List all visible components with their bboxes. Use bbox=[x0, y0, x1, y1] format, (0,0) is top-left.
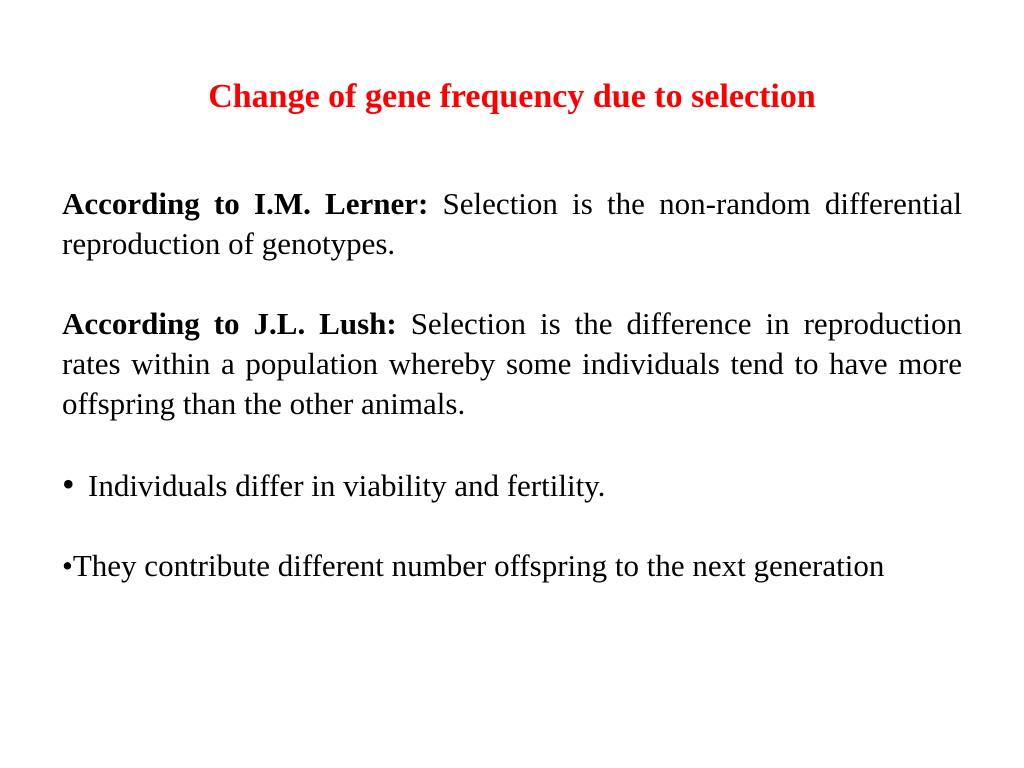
definition-lerner-text: Selection is the non-random differential reproduction of genotypes. bbox=[62, 186, 962, 261]
bullet-item-viability bbox=[62, 464, 962, 506]
slide-content bbox=[62, 184, 962, 586]
definition-lerner bbox=[62, 184, 962, 264]
definition-lush-lead: According to J.L. Lush: bbox=[62, 306, 397, 341]
bullet-icon: • bbox=[62, 548, 73, 583]
definition-lerner-lead: According to I.M. Lerner: bbox=[62, 186, 429, 221]
slide-title: Change of gene frequency due to selection bbox=[208, 78, 816, 115]
bullet-icon: • bbox=[62, 464, 75, 504]
definition-lush-text: Selection is the difference in reproduction rates within a population whereby some individuals tend to have more offspring than the other animals. bbox=[62, 306, 962, 421]
definition-lush bbox=[62, 304, 962, 424]
bullet-item-text: They contribute different number offspring to the next generation bbox=[72, 548, 885, 583]
bullet-item-text: Individuals differ in viability and fertility. bbox=[88, 468, 606, 503]
bullet-item-offspring bbox=[62, 546, 962, 586]
